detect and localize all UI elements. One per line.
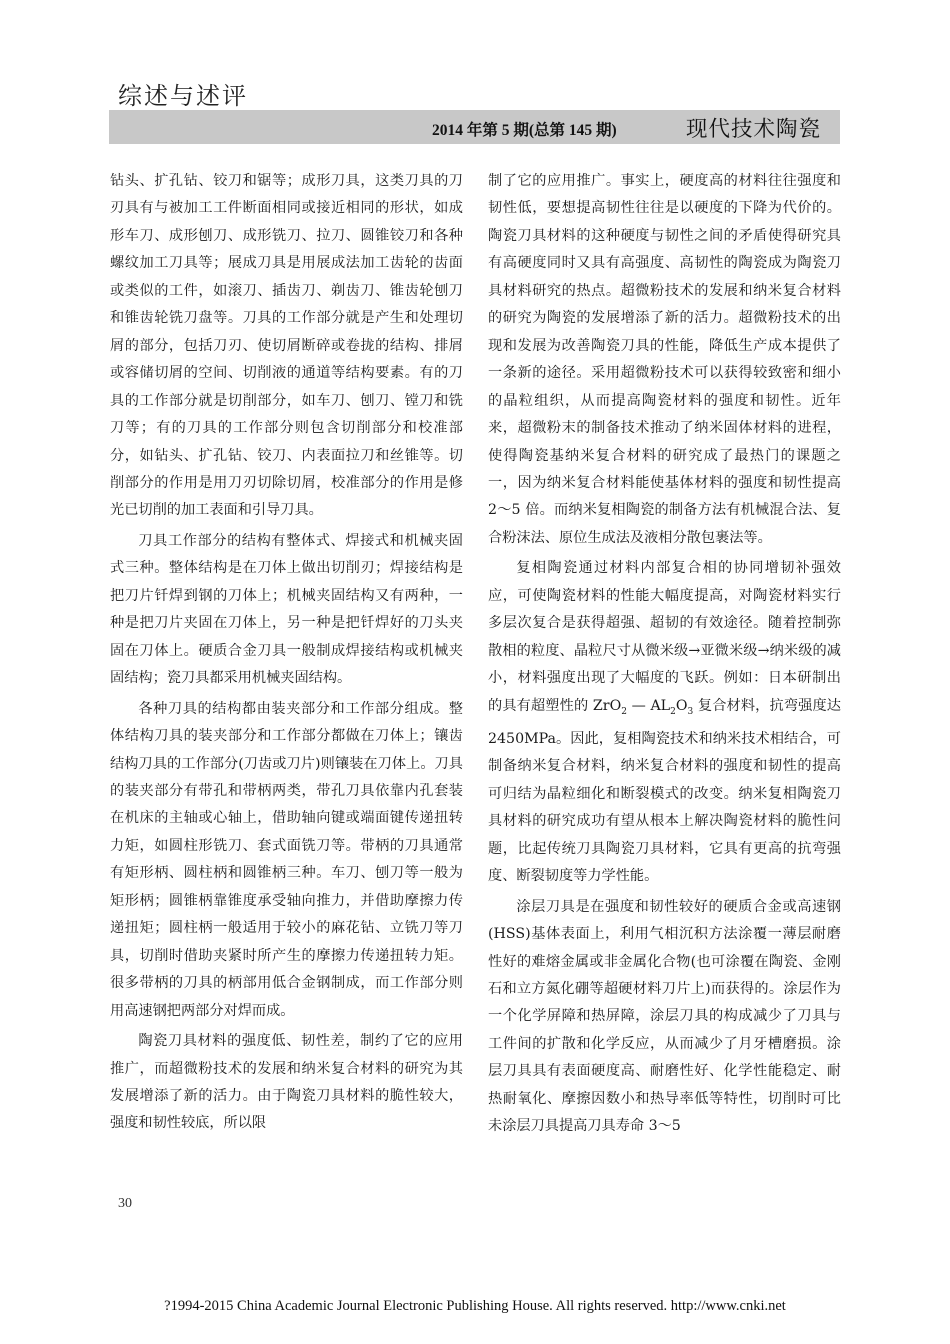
text-run: O [675, 697, 688, 714]
left-column [110, 168, 463, 1138]
subscript: 3 [687, 706, 694, 717]
section-title: 综述与述评 [118, 82, 248, 110]
text-run: — AL [626, 697, 671, 714]
paragraph: 涂层刀具是在强度和韧性较好的硬质合金或高速钢(HSS)基体表面上，利用气相沉积方法涂覆一薄层耐磨性好的难熔金属或非金属化合物(也可涂覆在陶瓷、金刚石和立方氮化硼等超硬材料刀片上)而获得的。涂层作为一个化学屏障和热屏障，涂层刀具的构成减少了刀具与工件间的扩散和化学反应，从而减少了月牙槽磨损。涂层刀具具有表面硬度高、耐磨性好、化学性能稳定、耐热耐氧化、摩擦因数小和热导率低等特性，切削时可比未涂层刀具提高刀具寿命 3～5 [488, 898, 841, 1135]
text-run: 复合材料，抗弯强度达 2450MPa。因此，复相陶瓷技术和纳米技术相结合，可制备纳米复合材料，纳米复合材料的强度和韧性的提高可归结为晶粒细化和断裂模式的改变。纳米复相陶瓷刀具材料的研究成功有望从根本上解决陶瓷材料的脆性问题，比起传统刀具陶瓷刀具材料，它具有更高的抗弯强度、断裂韧度等力学性能。 [488, 697, 841, 885]
paragraph: 陶瓷刀具材料的强度低、韧性差，制约了它的应用推广，而超微粉技术的发展和纳米复合材料的研究为其发展增添了新的活力。由于陶瓷刀具材料的脆性较大，强度和韧性较底，所以限 [110, 1033, 463, 1132]
paragraph: 钻头、扩孔钻、铰刀和锯等；成形刀具，这类刀具的刀刃具有与被加工工件断面相同或接近相同的形状，如成形车刀、成形刨刀、成形铣刀、拉刀、圆锥铰刀和各种螺纹加工刀具等；展成刀具是用展成法加工齿轮的齿面或类似的工件，如滚刀、插齿刀、剃齿刀、锥齿轮刨刀和锥齿轮铣刀盘等。刀具的工作部分就是产生和处理切屑的部分，包括刀刃、使切屑断碎或卷拢的结构、排屑或容储切屑的空间、切削液的通道等结构要素。有的刀具的工作部分就是切削部分，如车刀、刨刀、镗刀和铣刀等；有的刀具的工作部分则包含切削部分和校准部分，如钻头、扩孔钻、铰刀、内表面拉刀和丝锥等。切削部分的作用是用刀刃切除切屑，校准部分的作用是修光已切削的加工表面和引导刀具。 [110, 173, 463, 519]
issue-label: 2014 年第 5 期(总第 145 期) [432, 122, 617, 139]
text-run: 复相陶瓷通过材料内部复合相的协同增韧补强效应，可使陶瓷材料的性能大幅度提高，对陶瓷材料实行多层次复合是获得超强、超韧的有效途径。随着控制弥散相的粒度、晶粒尺寸从微米级→亚微米级→纳米级的减小，材料强度出现了大幅度的飞跃。例如：日本研制出的具有超塑性的 ZrO [488, 560, 841, 714]
paragraph: 各种刀具的结构都由装夹部分和工作部分组成。整体结构刀具的装夹部分和工作部分都做在刀体上；镶齿结构刀具的工作部分(刀齿或刀片)则镶装在刀体上。刀具的装夹部分有带孔和带柄两类，带孔刀具依靠内孔套装在机床的主轴或心轴上，借助轴向键或端面键传递扭转力矩，如圆柱形铣刀、套式面铣刀等。带柄的刀具通常有矩形柄、圆柱柄和圆锥柄三种。车刀、刨刀等一般为矩形柄；圆锥柄靠锥度承受轴向推力，并借助摩擦力传递扭矩；圆柱柄一般适用于较小的麻花钻、立铣刀等刀具，切削时借助夹紧时所产生的摩擦力传递扭转力矩。很多带柄的刀具的柄部用低合金钢制成，而工作部分则用高速钢把两部分对焊而成。 [110, 700, 463, 1019]
paragraph: 制了它的应用推广。事实上，硬度高的材料往往强度和韧性低，要想提高韧性往往是以硬度的下降为代价的。陶瓷刀具材料的这种硬度与韧性之间的矛盾使得研究具有高硬度同时又具有高强度、高韧性的陶瓷成为陶瓷刀具材料研究的热点。超微粉技术的发展和纳米复合材料的研究为陶瓷的发展增添了新的活力。超微粉技术的出现和发展为改善陶瓷刀具的性能，降低生产成本提供了一条新的途径。采用超微粉技术可以获得较致密和细小的晶粒组织，从而提高陶瓷材料的强度和韧性。近年来，超微粉末的制备技术推动了纳米固体材料的进程，使得陶瓷基纳米复合材料的研究成了最热门的课题之一，因为纳米复合材料能使基体材料的强度和韧性提高 2～5 倍。而纳米复相陶瓷的制备方法有机械混合法、复合粉沫法、原位生成法及液相分散包裹法等。 [488, 173, 841, 546]
paragraph [488, 555, 841, 890]
subscript: 2 [670, 706, 676, 717]
subscript: 2 [621, 706, 627, 717]
paragraph: 刀具工作部分的结构有整体式、焊接式和机械夹固式三种。整体结构是在刀体上做出切削刃；焊接结构是把刀片钎焊到钢的刀体上；机械夹固结构又有两种，一种是把刀片夹固在刀体上，另一种是把钎焊好的刀头夹固在刀体上。硬质合金刀具一般制成焊接结构或机械夹固结构；瓷刀具都采用机械夹固结构。 [110, 532, 463, 687]
journal-name: 现代技术陶瓷 [686, 117, 822, 142]
copyright-footer: ?1994-2015 China Academic Journal Electronic Publishing House. All rights reserved. http://www.cnki.net [164, 1298, 786, 1314]
page-number: 30 [118, 1196, 132, 1211]
right-column [488, 168, 841, 1141]
